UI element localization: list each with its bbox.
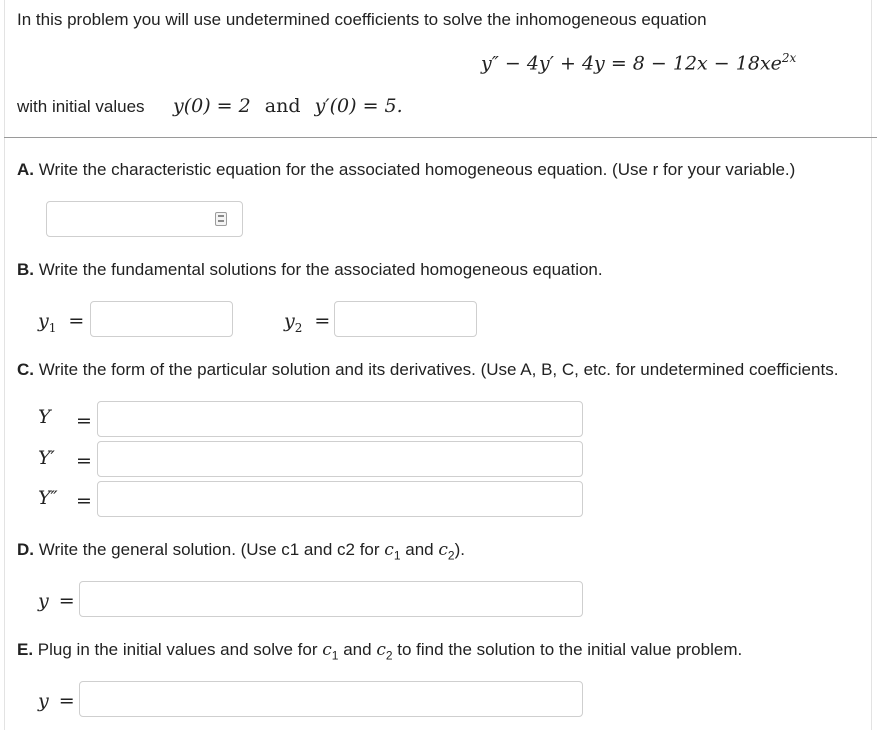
y2-symbol: y — [284, 310, 295, 332]
part-e-text-after: to find the solution to the initial value problem. — [397, 640, 743, 659]
initial-and: and — [264, 95, 301, 117]
Yp-equals: = — [76, 450, 92, 472]
part-d-c1: c — [384, 540, 394, 560]
part-e-prompt — [17, 640, 742, 662]
Ypp-label — [38, 487, 58, 509]
Ypp-input[interactable] — [97, 481, 583, 517]
y1-subscript: 1 — [48, 320, 57, 335]
main-equation — [481, 51, 796, 74]
equation-exponent: 2x — [781, 51, 797, 65]
part-b-letter: B. — [17, 260, 34, 279]
part-e-letter: E. — [17, 640, 34, 659]
Y-equals: = — [76, 410, 92, 432]
Ypp-symbol: Y″ — [38, 487, 58, 509]
equation-editor-icon[interactable] — [215, 212, 227, 226]
initial-values-label: with initial values — [17, 97, 145, 116]
characteristic-equation-input[interactable] — [46, 201, 243, 237]
part-d-text-after: ). — [454, 540, 465, 559]
Yp-symbol: Y′ — [38, 447, 55, 469]
part-d-prompt — [17, 540, 465, 562]
y2-label — [284, 310, 330, 335]
ivp-solution-input[interactable] — [79, 681, 583, 717]
part-e-and: and — [343, 640, 372, 659]
part-d-c2: c — [438, 540, 448, 560]
Y-input[interactable] — [97, 401, 583, 437]
part-a-letter: A. — [17, 160, 34, 179]
part-b-text: Write the fundamental solutions for the associated homogeneous equation. — [38, 260, 603, 279]
part-c-prompt — [17, 360, 838, 380]
y1-label — [38, 310, 84, 335]
y2-equals: = — [314, 310, 331, 332]
y1-equals: = — [68, 310, 85, 332]
part-d-letter: D. — [17, 540, 34, 559]
initial-condition-2: y′(0) = 5. — [314, 95, 403, 117]
general-solution-input[interactable] — [79, 581, 583, 617]
y1-symbol: y — [38, 310, 49, 332]
part-b-prompt — [17, 260, 603, 280]
part-a-prompt — [17, 160, 795, 180]
Y-symbol: Y — [38, 406, 51, 428]
Ypp-equals: = — [76, 490, 92, 512]
part-e-c2: c — [376, 640, 386, 660]
part-d-text-before: Write the general solution. (Use c1 and c2 for — [38, 540, 380, 559]
part-e-c1-sub: 1 — [331, 648, 339, 663]
ivp-solution-label — [38, 690, 75, 712]
y2-subscript: 2 — [294, 320, 303, 335]
ivp-equals: = — [58, 690, 75, 712]
initial-conditions — [173, 95, 403, 117]
general-solution-label — [38, 590, 75, 612]
divider — [4, 137, 877, 138]
part-e-text-before: Plug in the initial values and solve for — [37, 640, 318, 659]
part-e-c1: c — [322, 640, 332, 660]
y2-input[interactable] — [334, 301, 477, 337]
part-d-c1-sub: 1 — [393, 548, 401, 563]
intro-text: In this problem you will use undetermined coefficients to solve the inhomogeneous equation — [17, 10, 707, 29]
Yp-input[interactable] — [97, 441, 583, 477]
Yp-label — [38, 447, 55, 469]
part-d-and: and — [405, 540, 434, 559]
y1-input[interactable] — [90, 301, 233, 337]
general-equals: = — [58, 590, 75, 612]
equation-body: y″ − 4y′ + 4y = 8 − 12x − 18xe — [481, 52, 782, 75]
part-a-text: Write the characteristic equation for the associated homogeneous equation. (Use r for your variable.) — [38, 160, 796, 179]
Y-label — [38, 406, 51, 428]
part-d-c2-sub: 2 — [447, 548, 455, 563]
general-y-symbol: y — [38, 590, 49, 612]
part-e-c2-sub: 2 — [385, 648, 393, 663]
ivp-y-symbol: y — [38, 690, 49, 712]
part-c-text: Write the form of the particular solution and its derivatives. (Use A, B, C, etc. for undetermined coefficients. — [38, 360, 839, 379]
part-c-letter: C. — [17, 360, 34, 379]
initial-condition-1: y(0) = 2 — [173, 95, 251, 117]
